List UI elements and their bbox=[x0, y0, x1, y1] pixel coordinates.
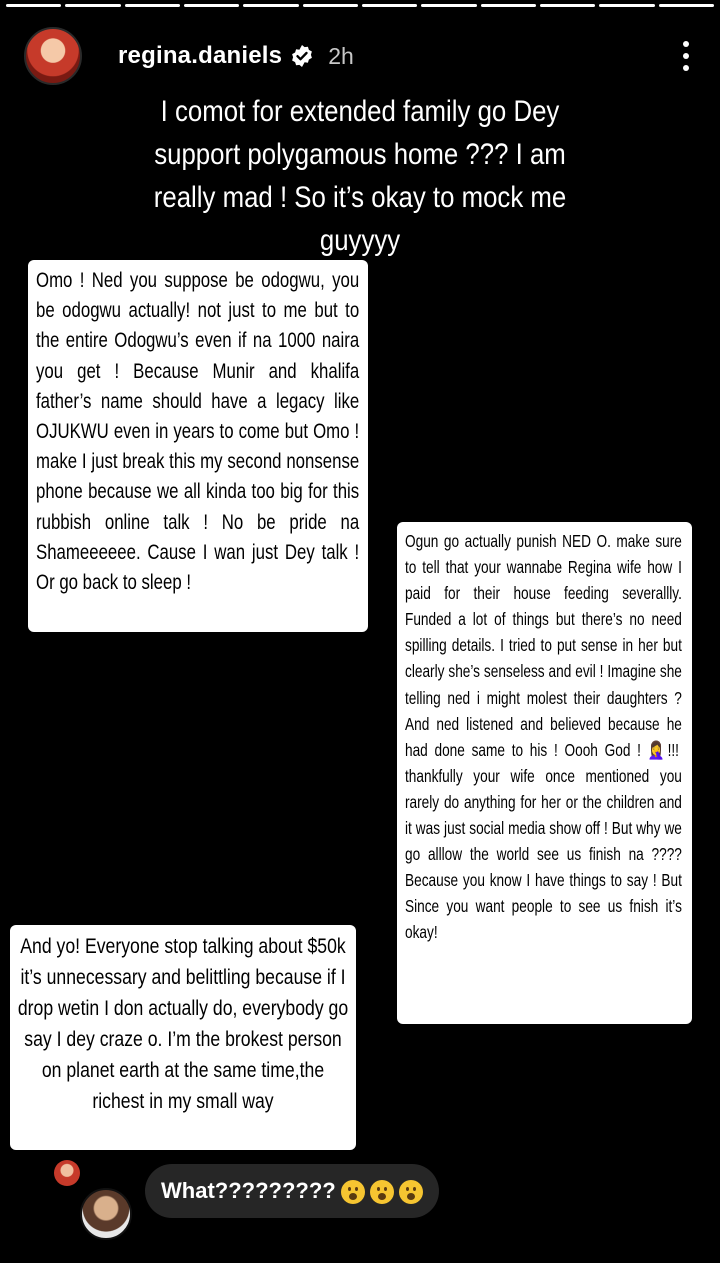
progress-segment bbox=[481, 4, 536, 7]
reply-comment-row bbox=[50, 1158, 450, 1238]
progress-segment bbox=[125, 4, 180, 7]
screenshot-note-3 bbox=[10, 925, 356, 1150]
hushed-face-emoji bbox=[370, 1180, 394, 1204]
reply-emojis bbox=[336, 1178, 423, 1204]
progress-segment bbox=[540, 4, 595, 7]
progress-segment bbox=[184, 4, 239, 7]
hushed-face-emoji bbox=[399, 1180, 423, 1204]
progress-segment bbox=[599, 4, 654, 7]
screenshot-note-1 bbox=[28, 260, 368, 632]
story-caption: I comot for extended family go Dey support polygamous home ??? I am really mad ! So it’s okay to mock me guyyyy bbox=[153, 95, 567, 257]
story-header bbox=[24, 28, 696, 84]
story-owner-mini-avatar bbox=[54, 1160, 80, 1186]
progress-segment bbox=[362, 4, 417, 7]
progress-segment bbox=[303, 4, 358, 7]
verified-badge-icon bbox=[290, 44, 314, 68]
note-3-text: And yo! Everyone stop talking about $50k it’s unnecessary and belittling because if I drop wetin I don actually do, everybody go say I dey craze o. I’m the brokest person on planet earth at the same time,the richest in my small way bbox=[17, 934, 349, 1113]
note-1-text: Omo ! Ned you suppose be odogwu, you be odogwu actually! not just to me but to the entire Odogwu’s even if na 1000 naira you get ! Because Munir and khalifa father’s name should have a legacy like OJUKWU even in years to come but Omo ! make I just break this my second nonsense phone because we all kinda too big for this rubbish online talk ! No be pride na Shameeeeee. Cause I wan just Dey talk ! Or go back to sleep ! bbox=[36, 269, 360, 595]
screenshot-note-2 bbox=[397, 522, 692, 1024]
post-time: 2h bbox=[328, 42, 354, 69]
note-2-text: Ogun go actually punish NED O. make sure to tell that your wannabe Regina wife how I paid for their house feeding severallly. Funded a lot of things but there’s no need spilling details. I tried to put sense in her but clearly she’s senseless and evil ! Imagine she telling ned i might molest their daughters ? And ned listened and believed because he had done same to his ! Oooh God ! 🤦‍♀️!!! thankfully your wife once mentioned you rarely do anything for her or the children and it was just social media show off ! But why we go alllow the world see us finish na ???? Because you know I have things to say ! But Since you want people to see us fnish it’s okay! bbox=[405, 531, 682, 943]
username[interactable]: regina.daniels bbox=[118, 42, 283, 69]
profile-avatar[interactable] bbox=[24, 27, 82, 85]
story-progress-bar bbox=[6, 4, 714, 7]
progress-segment bbox=[421, 4, 476, 7]
hushed-face-emoji bbox=[341, 1180, 365, 1204]
progress-segment bbox=[659, 4, 714, 7]
progress-segment bbox=[65, 4, 120, 7]
reply-bubble[interactable] bbox=[145, 1164, 439, 1218]
progress-segment bbox=[243, 4, 298, 7]
replier-avatar[interactable] bbox=[80, 1188, 132, 1240]
progress-segment bbox=[6, 4, 61, 7]
reply-text: What????????? bbox=[161, 1178, 336, 1203]
more-options-icon[interactable] bbox=[676, 41, 696, 71]
